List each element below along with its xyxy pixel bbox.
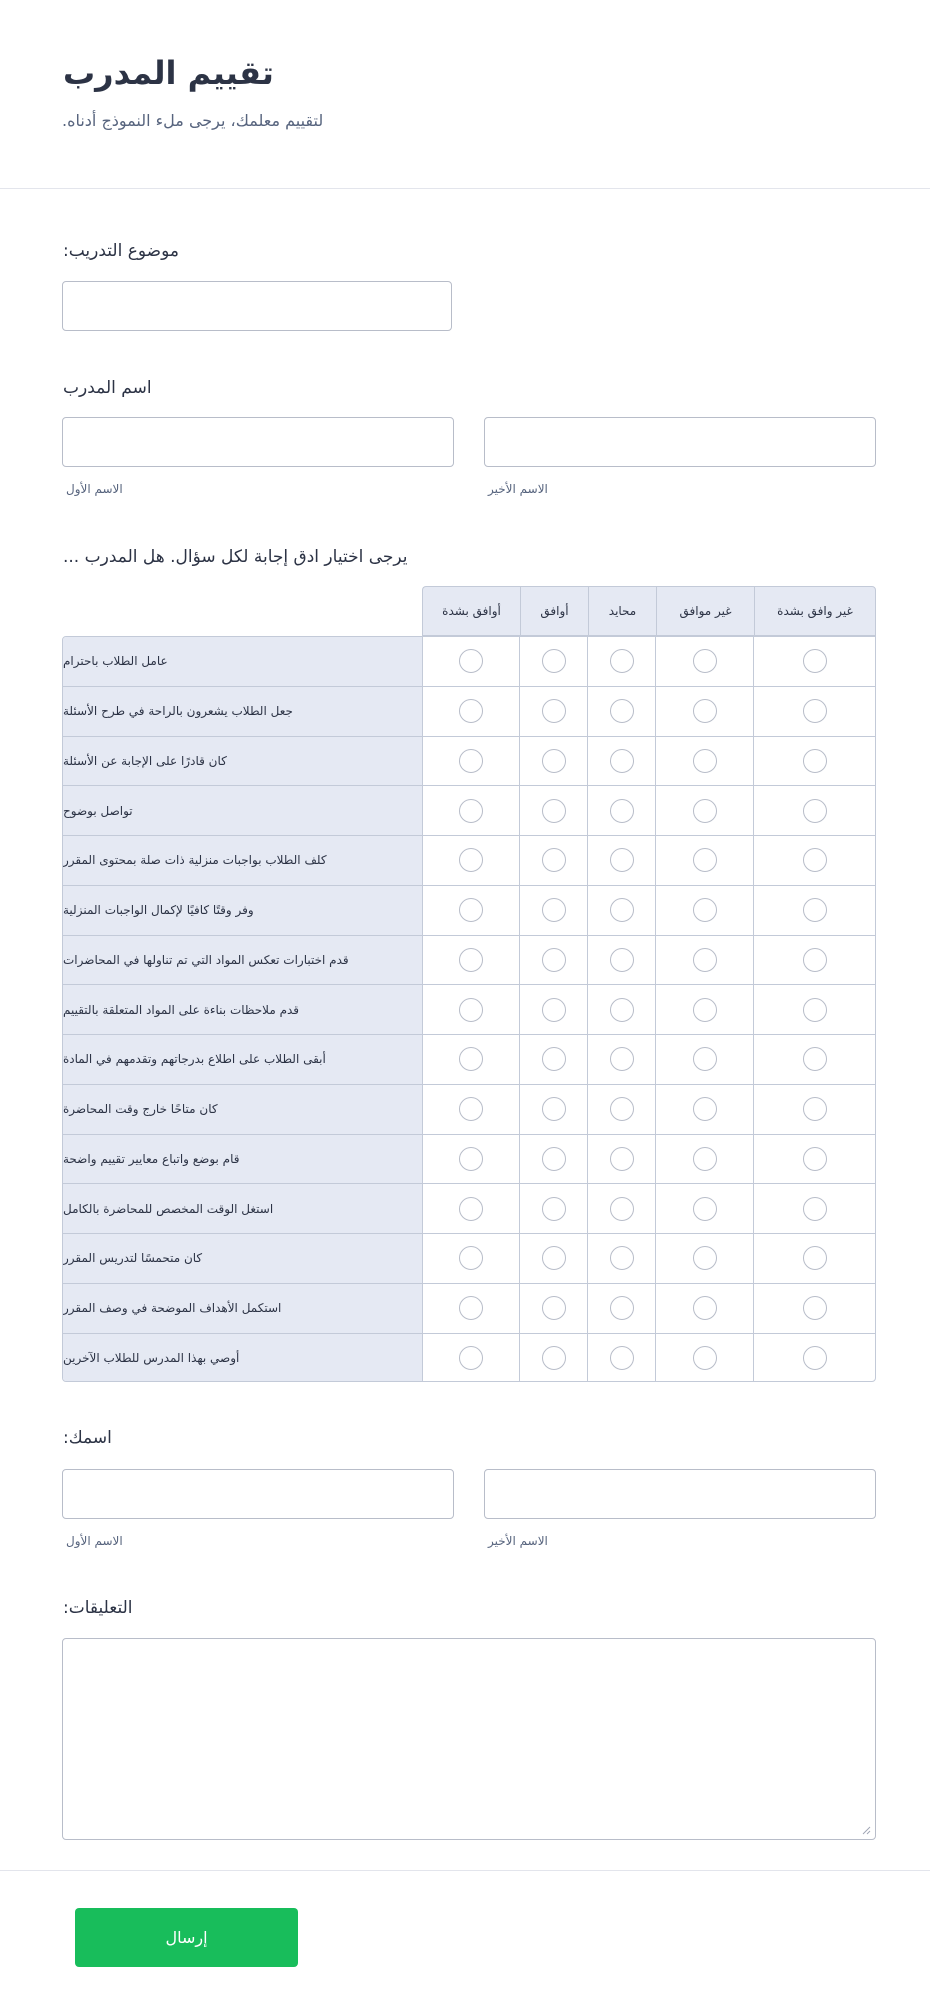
matrix-cell <box>588 1035 656 1084</box>
matrix-row-label <box>63 886 423 935</box>
matrix-row <box>63 786 875 836</box>
matrix-cell <box>656 886 754 935</box>
matrix-cell <box>422 637 520 686</box>
matrix-corner <box>62 586 422 636</box>
matrix-cell <box>754 786 876 835</box>
rating-radio[interactable] <box>459 1097 483 1121</box>
resize-handle-icon[interactable] <box>861 1825 871 1835</box>
matrix-cell <box>520 886 588 935</box>
matrix-cell <box>520 637 588 686</box>
matrix-cell <box>520 1035 588 1084</box>
rating-radio[interactable] <box>459 998 483 1022</box>
matrix-row-text: استغل الوقت المخصص للمحاضرة بالكامل <box>63 1201 274 1216</box>
instructor-last-name-input[interactable] <box>484 417 876 467</box>
matrix-cell <box>422 687 520 736</box>
matrix-column-header: غير وافق بشدة <box>754 586 876 636</box>
rating-radio[interactable] <box>542 1197 566 1221</box>
matrix-row <box>63 1085 875 1135</box>
rating-radio[interactable] <box>610 699 634 723</box>
matrix-row-label <box>63 1284 423 1333</box>
page-subtitle: لتقييم معلمك، يرجى ملء النموذج أدناه. <box>62 111 324 130</box>
matrix-cell <box>656 737 754 786</box>
matrix-cell <box>754 1035 876 1084</box>
rating-radio[interactable] <box>610 649 634 673</box>
matrix-cell <box>422 936 520 985</box>
matrix-row-label <box>63 1085 423 1134</box>
matrix-cell <box>656 637 754 686</box>
matrix-cell <box>754 985 876 1034</box>
rating-radio[interactable] <box>803 1147 827 1171</box>
rating-radio[interactable] <box>459 749 483 773</box>
rating-radio[interactable] <box>693 1346 717 1370</box>
form-header <box>0 0 930 189</box>
matrix-cell <box>520 1284 588 1333</box>
matrix-cell <box>656 985 754 1034</box>
rating-radio[interactable] <box>803 749 827 773</box>
footer-divider <box>0 1870 930 1871</box>
rating-radio[interactable] <box>610 1346 634 1370</box>
rating-radio[interactable] <box>610 749 634 773</box>
matrix-cell <box>520 1184 588 1233</box>
matrix-cell <box>520 1234 588 1283</box>
rating-radio[interactable] <box>459 649 483 673</box>
training-topic-input[interactable] <box>62 281 452 331</box>
matrix-column-header: محايد <box>588 586 656 636</box>
submit-button[interactable]: إرسال <box>75 1908 298 1967</box>
rating-radio[interactable] <box>610 799 634 823</box>
rating-radio[interactable] <box>693 649 717 673</box>
matrix-cell <box>422 985 520 1034</box>
matrix-cell <box>656 1334 754 1383</box>
matrix-cell <box>588 1184 656 1233</box>
matrix-cell <box>422 1135 520 1184</box>
rating-radio[interactable] <box>803 1296 827 1320</box>
matrix-row <box>63 985 875 1035</box>
matrix-cell <box>588 836 656 885</box>
matrix-cell <box>588 936 656 985</box>
matrix-cell <box>656 786 754 835</box>
rating-radio[interactable] <box>459 1047 483 1071</box>
rating-radio[interactable] <box>542 649 566 673</box>
matrix-row-text: قام بوضع واتباع معايير تقييم واضحة <box>63 1151 240 1166</box>
matrix-row-label <box>63 1234 423 1283</box>
rating-radio[interactable] <box>459 1296 483 1320</box>
rating-radio[interactable] <box>693 1147 717 1171</box>
rating-radio[interactable] <box>803 699 827 723</box>
matrix-row-label <box>63 786 423 835</box>
matrix-column-header: غير موافق <box>656 586 754 636</box>
comments-label: التعليقات: <box>63 1598 133 1618</box>
rating-radio[interactable] <box>693 699 717 723</box>
comments-textarea[interactable] <box>62 1638 876 1840</box>
matrix-cell <box>520 1135 588 1184</box>
matrix-row-text: كان قادرًا على الإجابة عن الأسئلة <box>63 753 227 768</box>
matrix-cell <box>422 737 520 786</box>
matrix-cell <box>588 1234 656 1283</box>
matrix-row <box>63 1334 875 1383</box>
rating-radio[interactable] <box>542 1147 566 1171</box>
matrix-row-label <box>63 1135 423 1184</box>
rating-radio[interactable] <box>803 1346 827 1370</box>
rating-radio[interactable] <box>803 1097 827 1121</box>
matrix-cell <box>422 836 520 885</box>
matrix-cell <box>656 1135 754 1184</box>
matrix-row <box>63 1135 875 1185</box>
matrix-cell <box>520 985 588 1034</box>
matrix-cell <box>520 836 588 885</box>
matrix-row <box>63 687 875 737</box>
matrix-row-label <box>63 936 423 985</box>
rating-radio[interactable] <box>693 1047 717 1071</box>
matrix-row-text: جعل الطلاب يشعرون بالراحة في طرح الأسئلة <box>63 704 293 719</box>
matrix-row <box>63 1234 875 1284</box>
matrix-row <box>63 936 875 986</box>
rating-radio[interactable] <box>542 699 566 723</box>
rating-radio[interactable] <box>693 1246 717 1270</box>
rating-radio[interactable] <box>542 749 566 773</box>
rating-radio[interactable] <box>803 998 827 1022</box>
rating-radio[interactable] <box>803 1047 827 1071</box>
matrix-row-text: كان متاحًا خارج وقت المحاضرة <box>63 1102 218 1117</box>
matrix-cell <box>520 936 588 985</box>
rating-radio[interactable] <box>542 998 566 1022</box>
matrix-row-label <box>63 687 423 736</box>
matrix-row-text: أبقى الطلاب على اطلاع بدرجاتهم وتقدمهم في المادة <box>63 1052 326 1067</box>
rating-radio[interactable] <box>803 1197 827 1221</box>
instructor-first-name-input[interactable] <box>62 417 454 467</box>
matrix-cell <box>422 1085 520 1134</box>
matrix-cell <box>520 786 588 835</box>
rating-radio[interactable] <box>693 749 717 773</box>
matrix-cell <box>422 886 520 935</box>
matrix-row-text: كان متحمسًا لتدريس المقرر <box>63 1251 203 1266</box>
matrix-cell <box>754 1284 876 1333</box>
matrix-cell <box>754 1085 876 1134</box>
matrix-cell <box>520 687 588 736</box>
matrix-cell <box>422 1284 520 1333</box>
matrix-row <box>63 737 875 787</box>
matrix-row-text: استكمل الأهداف الموضحة في وصف المقرر <box>63 1301 282 1316</box>
rating-radio[interactable] <box>610 848 634 872</box>
rating-radio[interactable] <box>803 799 827 823</box>
rating-radio[interactable] <box>542 1047 566 1071</box>
matrix-row-text: وفر وقتًا كافيًا لإكمال الواجبات المنزلية <box>63 903 254 918</box>
matrix-row <box>63 886 875 936</box>
rating-radio[interactable] <box>610 1246 634 1270</box>
rating-radio[interactable] <box>459 799 483 823</box>
matrix-row-text: عامل الطلاب باحترام <box>63 654 168 669</box>
your-name-label: اسمك: <box>63 1428 112 1448</box>
matrix-question-label: يرجى اختيار ادق إجابة لكل سؤال. هل المدرب ... <box>63 547 408 567</box>
rating-radio[interactable] <box>459 699 483 723</box>
rating-radio[interactable] <box>610 1147 634 1171</box>
instructor-first-name-sublabel: الاسم الأول <box>66 482 123 496</box>
matrix-cell <box>656 1085 754 1134</box>
matrix-cell <box>588 737 656 786</box>
training-topic-label: موضوع التدريب: <box>63 241 179 261</box>
rating-radio[interactable] <box>803 848 827 872</box>
rating-radio[interactable] <box>610 1197 634 1221</box>
rating-radio[interactable] <box>803 649 827 673</box>
rating-radio[interactable] <box>459 948 483 972</box>
matrix-row <box>63 637 875 687</box>
your-first-name-sublabel: الاسم الأول <box>66 1534 123 1548</box>
matrix-cell <box>588 687 656 736</box>
rating-radio[interactable] <box>542 848 566 872</box>
matrix-cell <box>754 886 876 935</box>
matrix-row <box>63 1035 875 1085</box>
matrix-cell <box>754 1184 876 1233</box>
instructor-name-label: اسم المدرب <box>63 378 152 398</box>
matrix-cell <box>754 1135 876 1184</box>
rating-radio[interactable] <box>542 898 566 922</box>
matrix-cell <box>422 1035 520 1084</box>
matrix-column-header: أوافق بشدة <box>422 586 520 636</box>
matrix-column-header: أوافق <box>520 586 588 636</box>
matrix-cell <box>422 786 520 835</box>
rating-radio[interactable] <box>693 998 717 1022</box>
matrix-body <box>62 636 876 1382</box>
matrix-row-text: قدم اختبارات تعكس المواد التي تم تناولها في المحاضرات <box>63 952 349 967</box>
rating-radio[interactable] <box>803 948 827 972</box>
matrix-cell <box>588 1085 656 1134</box>
matrix-row <box>63 1284 875 1334</box>
rating-radio[interactable] <box>610 1296 634 1320</box>
rating-radio[interactable] <box>693 1097 717 1121</box>
matrix-cell <box>754 1234 876 1283</box>
matrix-cell <box>754 737 876 786</box>
matrix-row-label <box>63 1334 423 1383</box>
matrix-cell <box>656 936 754 985</box>
rating-radio[interactable] <box>542 799 566 823</box>
rating-radio[interactable] <box>693 898 717 922</box>
rating-radio[interactable] <box>459 848 483 872</box>
matrix-cell <box>656 836 754 885</box>
rating-radio[interactable] <box>693 1197 717 1221</box>
rating-radio[interactable] <box>542 1346 566 1370</box>
rating-radio[interactable] <box>610 898 634 922</box>
rating-radio[interactable] <box>459 1197 483 1221</box>
rating-radio[interactable] <box>459 1346 483 1370</box>
rating-radio[interactable] <box>610 1047 634 1071</box>
rating-radio[interactable] <box>693 948 717 972</box>
matrix-row-text: كلف الطلاب بواجبات منزلية ذات صلة بمحتوى المقرر <box>63 853 327 868</box>
rating-radio[interactable] <box>803 898 827 922</box>
matrix-row-text: تواصل بوضوح <box>63 803 133 818</box>
rating-radio[interactable] <box>542 948 566 972</box>
your-last-name-input[interactable] <box>484 1469 876 1519</box>
matrix-cell <box>588 637 656 686</box>
matrix-row-label <box>63 1035 423 1084</box>
matrix-cell <box>754 836 876 885</box>
matrix-row <box>63 1184 875 1234</box>
matrix-cell <box>656 1184 754 1233</box>
your-first-name-input[interactable] <box>62 1469 454 1519</box>
instructor-last-name-sublabel: الاسم الأخير <box>488 482 548 496</box>
rating-radio[interactable] <box>459 1246 483 1270</box>
rating-radio[interactable] <box>459 898 483 922</box>
matrix-cell <box>588 1334 656 1383</box>
matrix-row-label <box>63 836 423 885</box>
rating-radio[interactable] <box>542 1296 566 1320</box>
rating-radio[interactable] <box>610 998 634 1022</box>
matrix-cell <box>754 936 876 985</box>
matrix-cell <box>754 1334 876 1383</box>
rating-radio[interactable] <box>693 848 717 872</box>
matrix-row-label <box>63 1184 423 1233</box>
matrix-cell <box>588 886 656 935</box>
matrix-cell <box>422 1184 520 1233</box>
matrix-cell <box>588 985 656 1034</box>
your-last-name-sublabel: الاسم الأخير <box>488 1534 548 1548</box>
matrix-cell <box>656 1035 754 1084</box>
matrix-cell <box>656 687 754 736</box>
matrix-row <box>63 836 875 886</box>
rating-radio[interactable] <box>459 1147 483 1171</box>
matrix-cell <box>754 687 876 736</box>
rating-radio[interactable] <box>542 1097 566 1121</box>
matrix-row-label <box>63 637 423 686</box>
rating-radio[interactable] <box>610 948 634 972</box>
matrix-cell <box>588 1135 656 1184</box>
matrix-row-text: قدم ملاحظات بناءة على المواد المتعلقة بالتقييم <box>63 1002 300 1017</box>
rating-radio[interactable] <box>693 799 717 823</box>
matrix-cell <box>422 1334 520 1383</box>
matrix-cell <box>422 1234 520 1283</box>
matrix-row-label <box>63 985 423 1034</box>
matrix-cell <box>656 1284 754 1333</box>
matrix-row-label <box>63 737 423 786</box>
page-title: تقييم المدرب <box>63 54 274 92</box>
matrix-cell <box>520 737 588 786</box>
matrix-cell <box>754 637 876 686</box>
matrix-row-text: أوصي بهذا المدرس للطلاب الآخرين <box>63 1351 240 1366</box>
matrix-cell <box>656 1234 754 1283</box>
rating-matrix <box>62 586 876 1382</box>
matrix-cell <box>520 1085 588 1134</box>
rating-radio[interactable] <box>693 1296 717 1320</box>
matrix-cell <box>588 786 656 835</box>
rating-radio[interactable] <box>610 1097 634 1121</box>
rating-radio[interactable] <box>803 1246 827 1270</box>
rating-radio[interactable] <box>542 1246 566 1270</box>
matrix-cell <box>588 1284 656 1333</box>
matrix-cell <box>520 1334 588 1383</box>
